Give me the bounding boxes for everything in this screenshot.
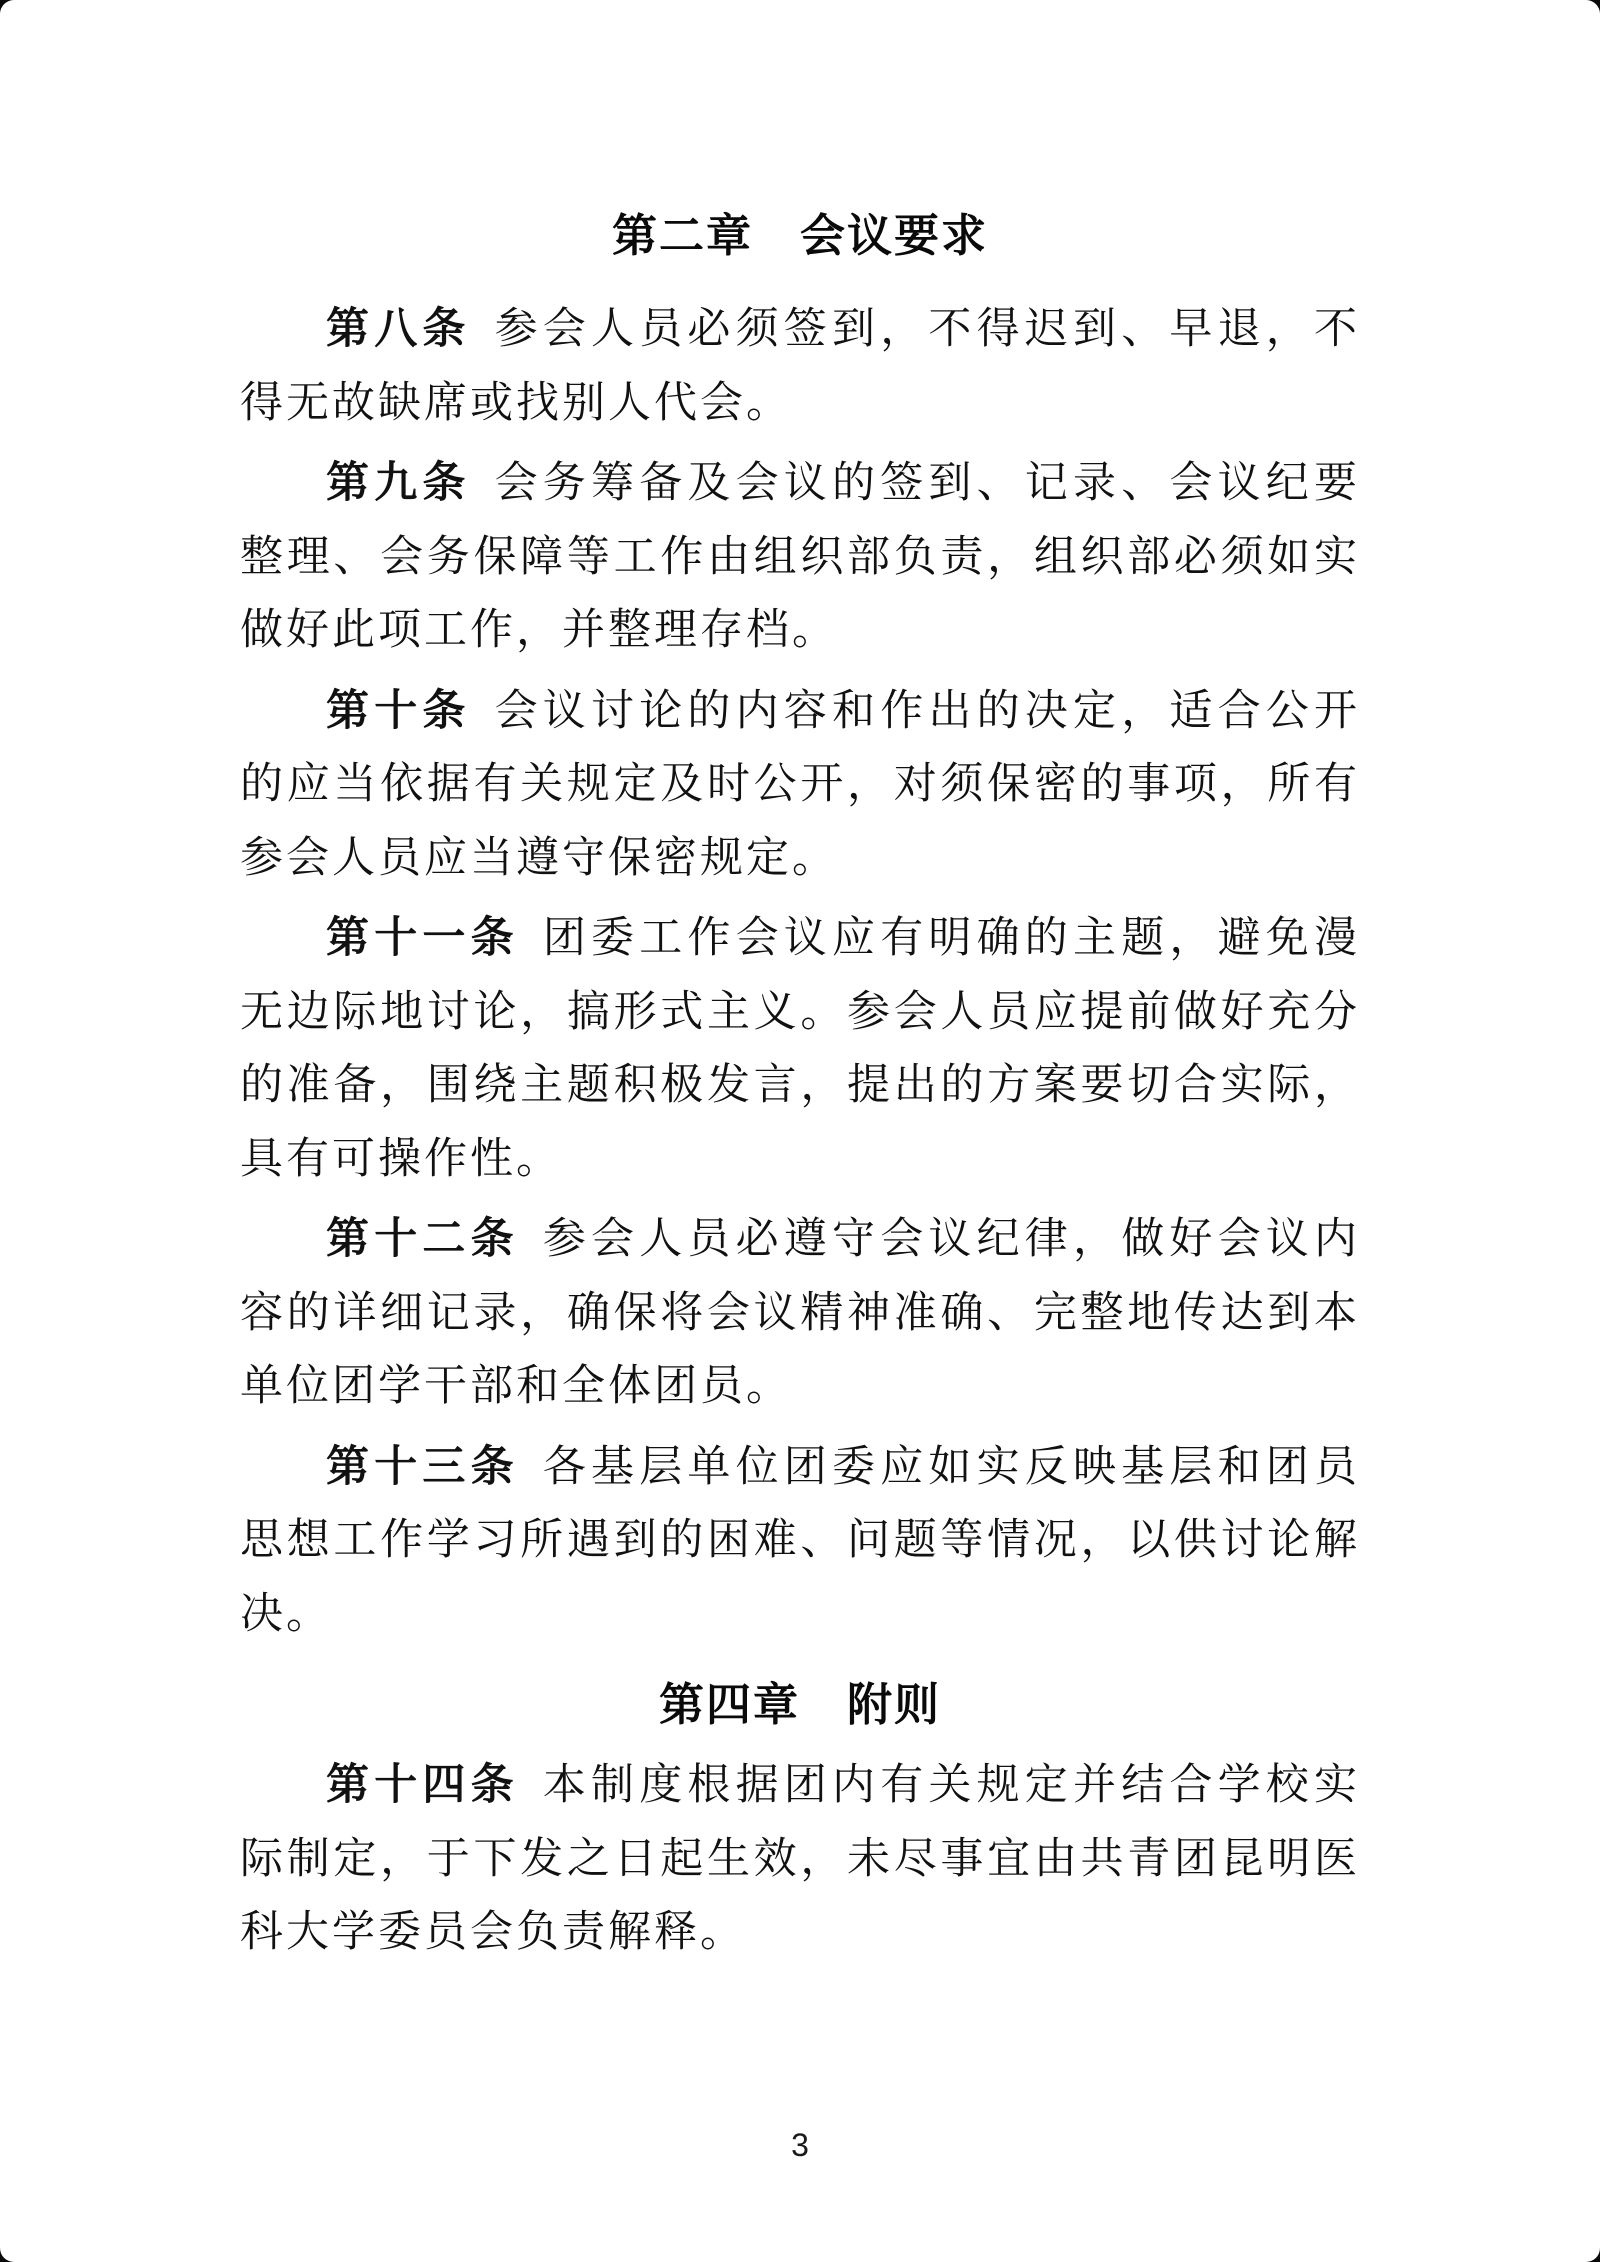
chapter-4-heading: 第四章 附则 (658, 1679, 941, 1730)
page-number: 3 (791, 2127, 809, 2163)
article-12-text: 参会人员必遵守会议纪律，做好会议内容的详细记录，确保将会议精神准确、完整地传达到本单位团学干部和全体团员。 (240, 1216, 1361, 1410)
article-14-paragraph (240, 1749, 1360, 1970)
article-9-text: 会务筹备及会议的签到、记录、会议纪要整理、会务保障等工作由组织部负责，组织部必须如实做好此项工作，并整理存档。 (240, 460, 1361, 654)
article-14-label: 第十四条 (326, 1762, 519, 1809)
article-12-paragraph (240, 1203, 1360, 1424)
article-12-label: 第十二条 (326, 1216, 519, 1263)
article-11-text: 团委工作会议应有明确的主题，避免漫无边际地讨论，搞形式主义。参会人员应提前做好充分的准备，围绕主题积极发言，提出的方案要切合实际，具有可操作性。 (240, 915, 1361, 1183)
article-8-paragraph (240, 293, 1360, 440)
article-13-label: 第十三条 (326, 1443, 519, 1491)
article-10-text: 会议讨论的内容和作出的决定，适合公开的应当依据有关规定及时公开，对须保密的事项，所有参会人员应当遵守保密规定。 (240, 687, 1361, 882)
article-11-paragraph (240, 902, 1360, 1196)
article-11-label: 第十一条 (326, 915, 519, 962)
article-13-paragraph (240, 1431, 1360, 1652)
article-14-text: 本制度根据团内有关规定并结合学校实际制定，于下发之日起生效，未尽事宜由共青团昆明医科大学委员会负责解释。 (240, 1762, 1361, 1956)
article-13-text: 各基层单位团委应如实反映基层和团员思想工作学习所遇到的困难、问题等情况，以供讨论解决。 (240, 1443, 1361, 1638)
article-8-text: 参会人员必须签到，不得迟到、早退，不得无故缺席或找别人代会。 (240, 306, 1361, 427)
article-9-label: 第九条 (326, 460, 471, 507)
article-9-paragraph (240, 447, 1360, 668)
chapter-2-heading: 第二章 会议要求 (611, 210, 988, 261)
article-10-label: 第十条 (326, 687, 471, 735)
article-10-paragraph (240, 675, 1360, 896)
article-8-label: 第八条 (326, 306, 471, 353)
